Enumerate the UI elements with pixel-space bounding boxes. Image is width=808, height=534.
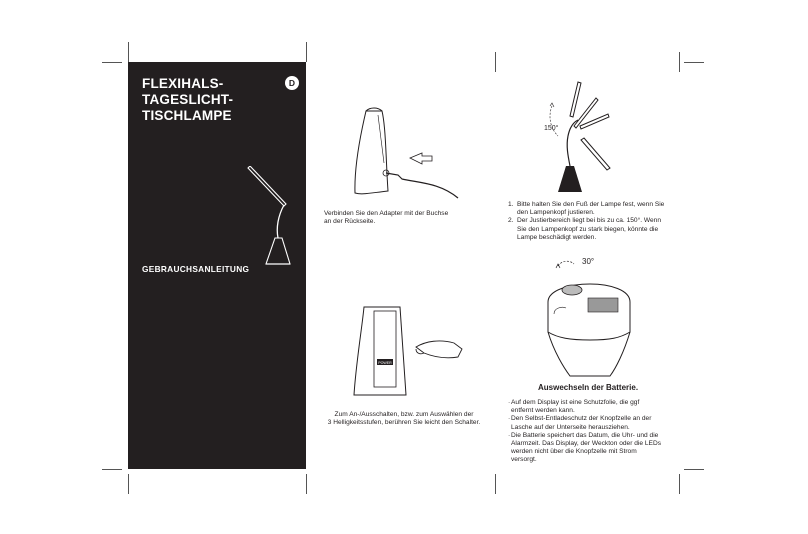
battery-heading: Auswechseln der Batterie.	[538, 383, 639, 392]
crop-mark	[306, 474, 307, 494]
caption-line: an der Rückseite.	[324, 218, 376, 226]
crop-mark	[128, 42, 129, 62]
step-line: den Lampenkopf justieren.	[517, 209, 595, 217]
step-line: Der Justierbereich liegt bei bis zu ca. 150°. Wenn	[517, 217, 661, 225]
battery-illustration	[540, 254, 634, 378]
list-item	[508, 201, 668, 217]
title-line: FLEXIHALS-	[142, 76, 224, 91]
crop-mark	[684, 469, 704, 470]
step-line: Bitte halten Sie den Fuß der Lampe fest, wenn Sie	[517, 201, 665, 208]
adapter-illustration	[340, 103, 470, 201]
list-item	[508, 217, 668, 242]
angle-label: 150°	[544, 125, 559, 132]
product-title	[142, 76, 233, 124]
language-badge: D	[285, 76, 299, 90]
list-item	[508, 399, 668, 415]
step-number: 1.	[508, 201, 514, 208]
touch-switch-illustration	[350, 303, 470, 399]
note-line: versorgt.	[511, 456, 537, 464]
caption-line: 3 Helligkeitsstufen, berühren Sie leicht den Schalter.	[327, 419, 481, 427]
title-line: TISCHLAMPE	[142, 108, 232, 123]
note-text	[511, 432, 661, 465]
step-text	[517, 201, 664, 217]
head-adjustment-illustration	[540, 76, 630, 198]
lamp-silhouette-icon	[238, 166, 300, 276]
cover-panel	[128, 62, 306, 469]
caption-line: Zum An-/Ausschalten, bzw. zum Auswählen der	[334, 411, 474, 418]
bullet-dash: ·	[508, 399, 511, 406]
step-number: 2.	[508, 217, 514, 225]
step-text	[517, 217, 661, 242]
bullet-dash: ·	[508, 415, 511, 423]
switch-caption	[316, 411, 492, 427]
crop-mark	[306, 42, 307, 62]
crop-mark	[679, 474, 680, 494]
bullet-dash: ·	[508, 431, 511, 439]
adjustment-steps	[508, 201, 668, 242]
list-item	[508, 432, 668, 465]
note-line: entfernt werden kann.	[511, 407, 575, 415]
caption-line: Verbinden Sie den Adapter mit der Buchse	[324, 210, 449, 217]
note-line: Lasche auf der Unterseite herausziehen.	[511, 423, 630, 431]
manual-subtitle: GEBRAUCHSANLEITUNG	[142, 264, 250, 274]
crop-mark	[679, 52, 680, 72]
switch-label: POWER	[378, 361, 392, 365]
step-line: Lampe beschädigt werden.	[517, 233, 597, 241]
rotation-label: 30°	[582, 257, 595, 266]
crop-mark	[102, 62, 122, 63]
crop-mark	[684, 62, 704, 63]
title-line: TAGESLICHT-	[142, 92, 234, 107]
crop-mark	[495, 52, 496, 72]
note-line: Alarmzeit. Das Display, der Weckton oder die LEDs	[511, 440, 662, 448]
crop-mark	[102, 469, 122, 470]
crop-mark	[495, 474, 496, 494]
adapter-caption	[324, 210, 448, 226]
note-line: werden nicht über die Knopfzelle mit Strom	[511, 448, 637, 456]
note-text	[511, 415, 651, 431]
note-line: Auf dem Display ist eine Schutzfolie, die ggf	[511, 399, 640, 406]
list-item	[508, 415, 668, 431]
note-line: Die Batterie speichert das Datum, die Uhr- und die	[511, 431, 659, 439]
crop-mark	[128, 474, 129, 494]
battery-notes	[508, 399, 668, 465]
note-line: Den Selbst-Entladeschutz der Knopfzelle an der	[511, 415, 652, 423]
step-line: Sie den Lampenkopf zu stark biegen, könnte die	[517, 225, 659, 233]
note-text	[511, 399, 639, 415]
